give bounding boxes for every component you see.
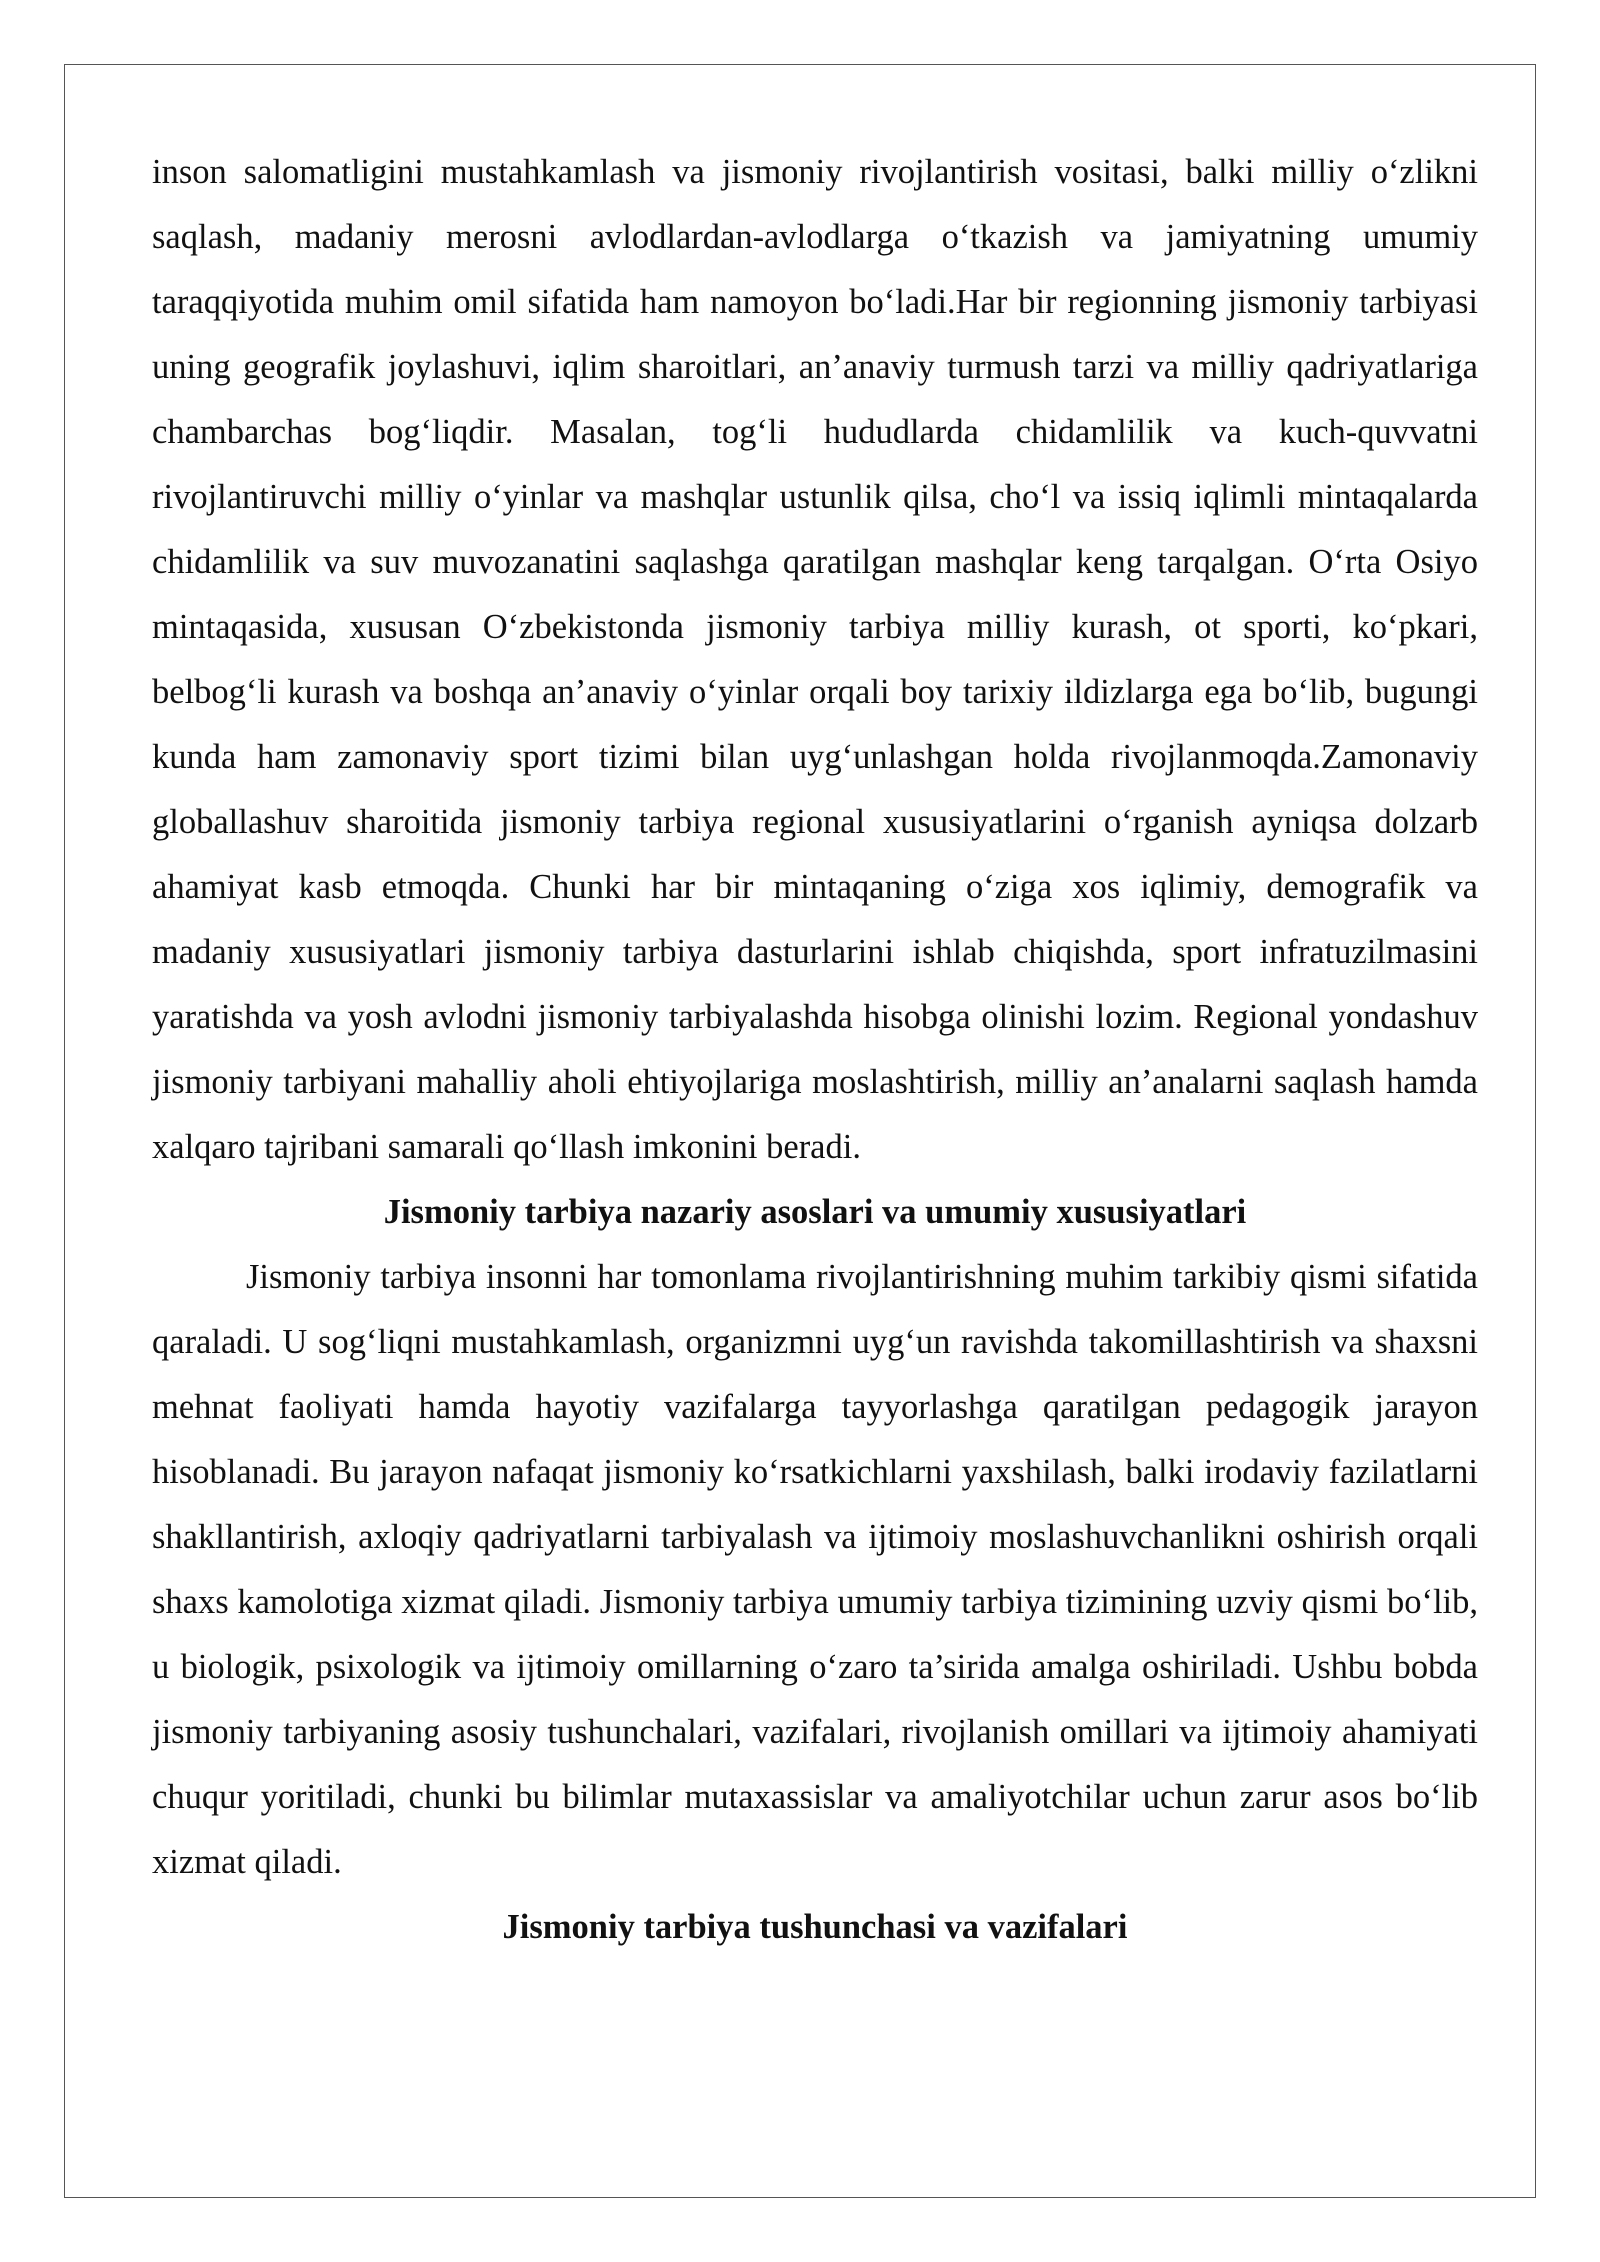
section-heading: Jismoniy tarbiya tushunchasi va vazifalari: [502, 1908, 1128, 1946]
body-paragraph: inson salomatligini mustahkamlash va jismoniy rivojlantirish vositasi, balki milliy o‘zlikni saqlash, madaniy merosni avlodlardan-avlodlarga o‘tkazish va jamiyatning umumiy taraqqiyotida muhim omil sifatida ham namoyon bo‘ladi.Har bir regionning jismoniy tarbiyasi uning geografik joylashuvi, iqlim sharoitlari, an’anaviy turmush tarzi va milliy qadriyatlariga chambarchas bog‘liqdir. Masalan, tog‘li hududlarda chidamlilik va kuch-quvvatni rivojlantiruvchi milliy o‘yinlar va mashqlar ustunlik qilsa, cho‘l va issiq iqlimli mintaqalarda chidamlilik va suv muvozanatini saqlashga qaratilgan mashqlar keng tarqalgan. O‘rta Osiyo mintaqasida, xususan O‘zbekistonda jismoniy tarbiya milliy kurash, ot sporti, ko‘pkari, belbog‘li kurash va boshqa an’anaviy o‘yinlar orqali boy tarixiy ildizlarga ega bo‘lib, bugungi kunda ham zamonaviy sport tizimi bilan uyg‘unlashgan holda rivojlanmoqda.Zamonaviy globallashuv sharoitida jismoniy tarbiya regional xususiyatlarini o‘rganish ayniqsa dolzarb ahamiyat kasb etmoqda. Chunki har bir mintaqaning o‘ziga xos iqlimiy, demografik va madaniy xususiyatlari jismoniy tarbiya dasturlarini ishlab chiqishda, sport infratuzilmasini yaratishda va yosh avlodni jismoniy tarbiyalashda hisobga olinishi lozim. Regional yondashuv jismoniy tarbiyani mahalliy aholi ehtiyojlariga moslashtirish, milliy an’analarni saqlash hamda xalqaro tajribani samarali qo‘llash imkonini beradi.: [152, 153, 1478, 1166]
document-body: [152, 140, 1478, 1960]
body-paragraph: Jismoniy tarbiya insonni har tomonlama rivojlantirishning muhim tarkibiy qismi sifatida qaraladi. U sog‘liqni mustahkamlash, organizmni uyg‘un ravishda takomillashtirish va shaxsni mehnat faoliyati hamda hayotiy vazifalarga tayyorlashga qaratilgan pedagogik jarayon hisoblanadi. Bu jarayon nafaqat jismoniy ko‘rsatkichlarni yaxshilash, balki irodaviy fazilatlarni shakllantirish, axloqiy qadriyatlarni tarbiyalash va ijtimoiy moslashuvchanlikni oshirish orqali shaxs kamolotiga xizmat qiladi. Jismoniy tarbiya umumiy tarbiya tizimining uzviy qismi bo‘lib, u biologik, psixologik va ijtimoiy omillarning o‘zaro ta’sirida amalga oshiriladi. Ushbu bobda jismoniy tarbiyaning asosiy tushunchalari, vazifalari, rivojlanish omillari va ijtimoiy ahamiyati chuqur yoritiladi, chunki bu bilimlar mutaxassislar va amaliyotchilar uchun zarur asos bo‘lib xizmat qiladi.: [152, 1258, 1478, 1881]
section-heading: Jismoniy tarbiya nazariy asoslari va umumiy xususiyatlari: [383, 1193, 1247, 1231]
